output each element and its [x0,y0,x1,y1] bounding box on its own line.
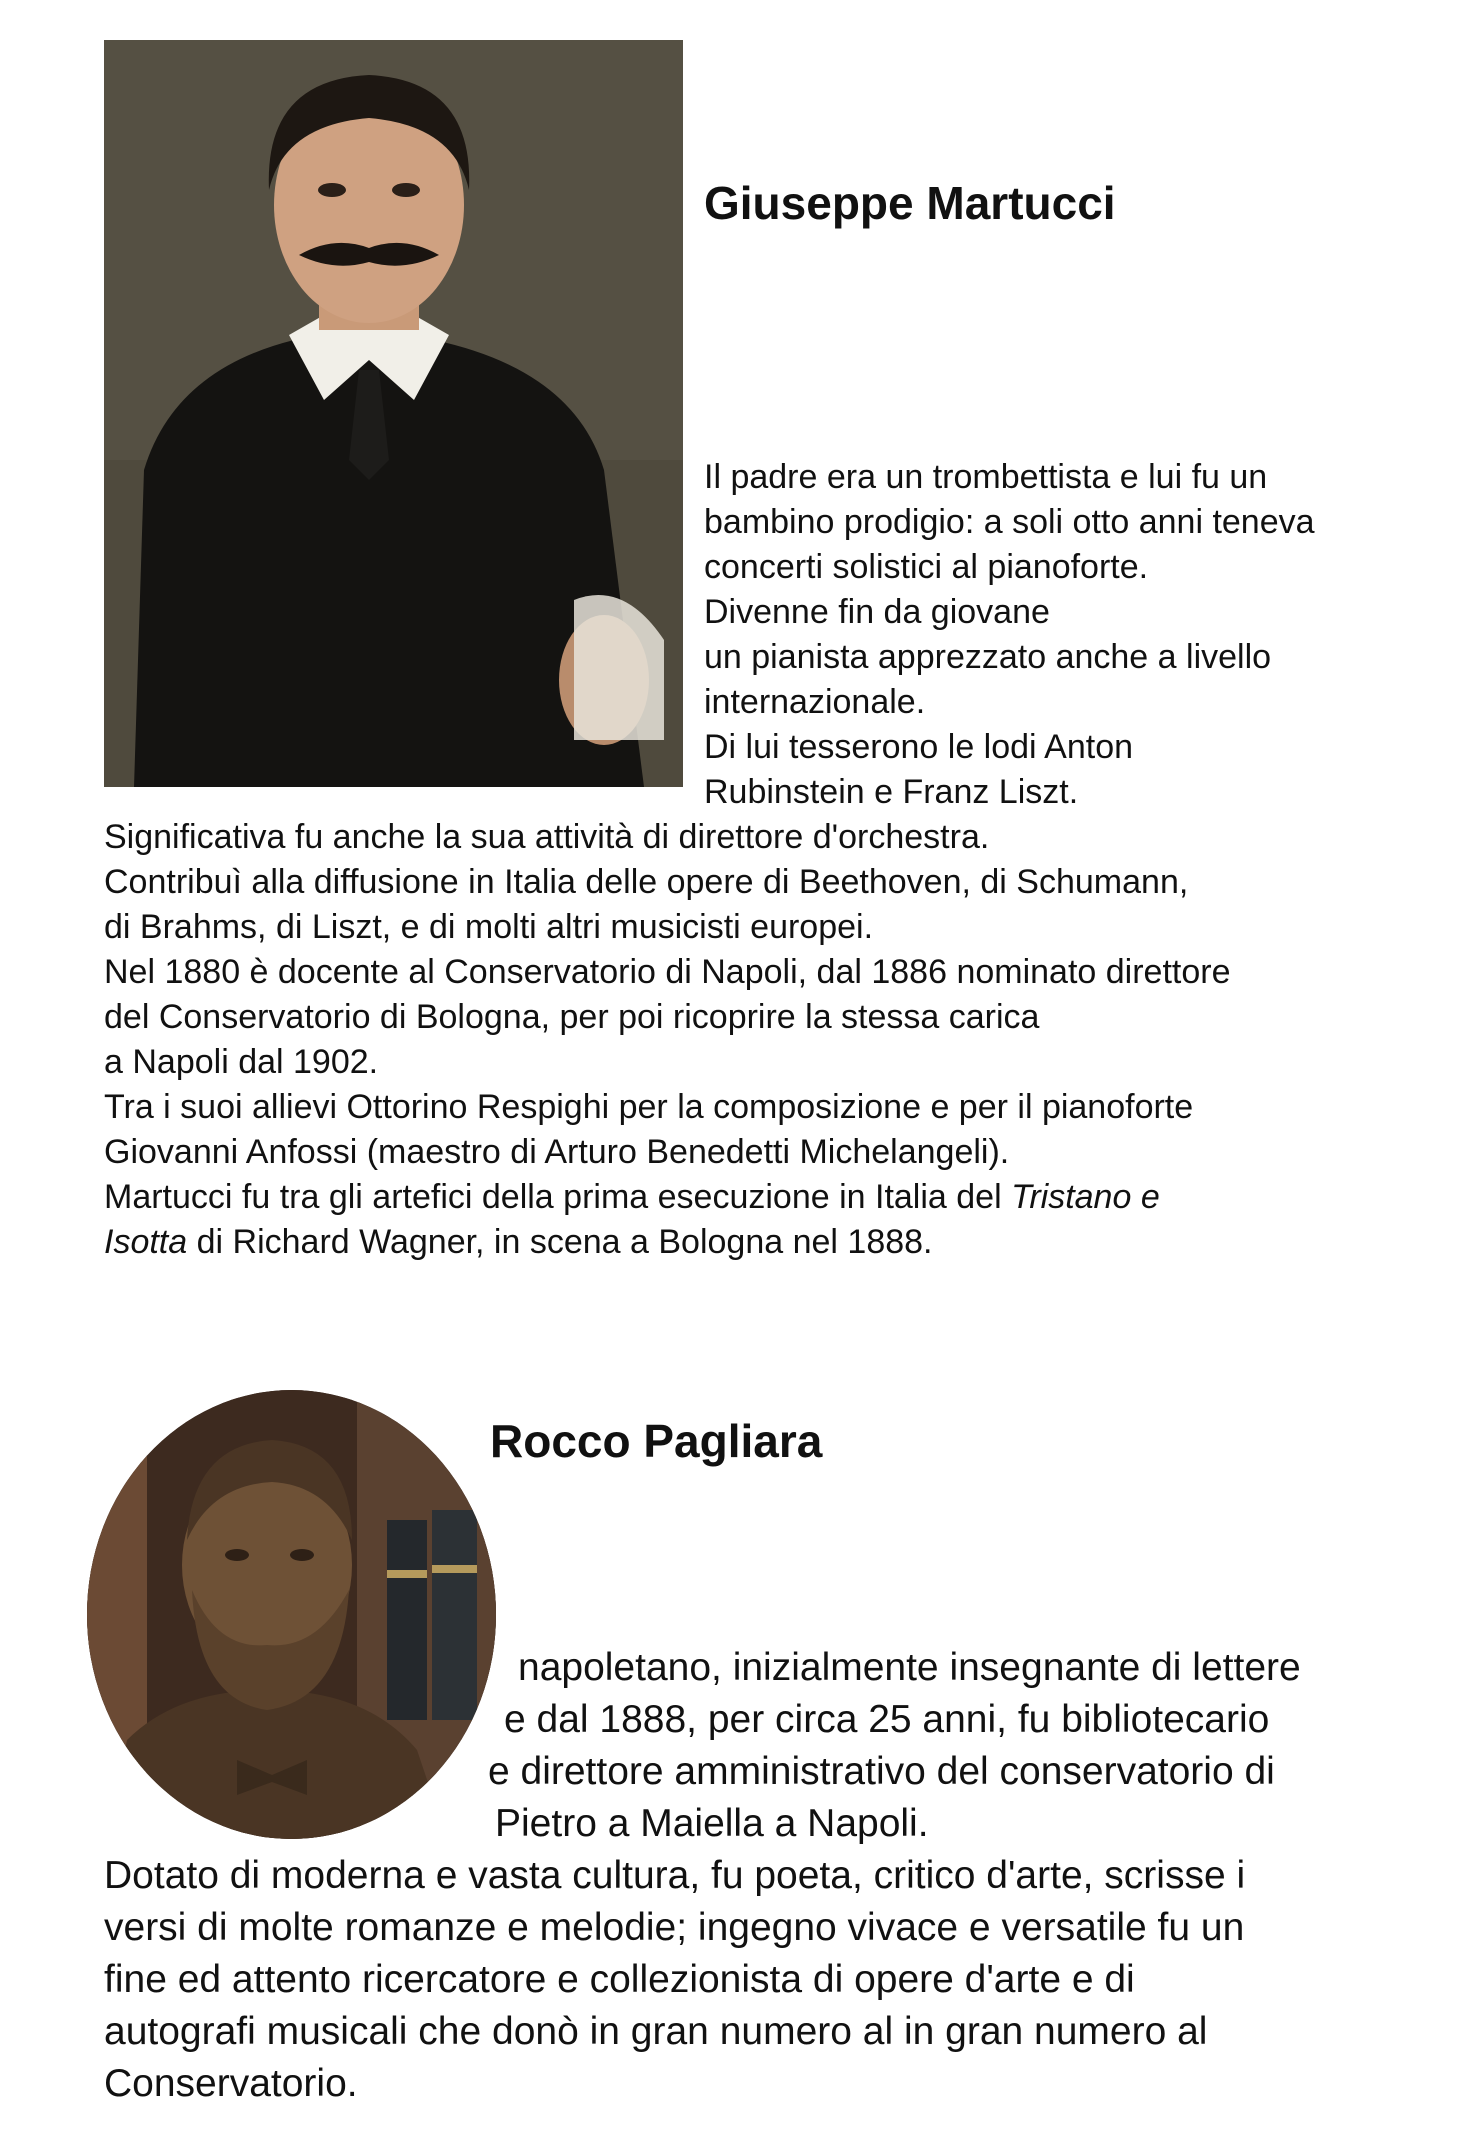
pagliara-bust-photo [87,1390,496,1839]
pagliara-body-line: autografi musicali che donò in gran numero al in gran numero al [104,2010,1208,2053]
martucci-side-line: Rubinstein e Franz Liszt. [704,773,1079,811]
martucci-body-line: Contribuì alla diffusione in Italia delle opere di Beethoven, di Schumann, [104,863,1189,901]
martucci-body-line: a Napoli dal 1902. [104,1043,379,1081]
martucci-side-line: internazionale. [704,683,926,721]
pagliara-body-line: versi di molte romanze e melodie; ingegno vivace e versatile fu un [104,1906,1245,1949]
text-segment: Martucci fu tra gli artefici della prima esecuzione in Italia del [104,1178,1012,1216]
pagliara-body-line: fine ed attento ricercatore e collezionista di opere d'arte e di [104,1958,1135,2001]
martucci-side-text [704,455,1315,815]
opera-title: Isotta [104,1223,188,1261]
martucci-body-line: del Conservatorio di Bologna, per poi ricoprire la stessa carica [104,998,1040,1036]
martucci-body-line: di Brahms, di Liszt, e di molti altri musicisti europei. [104,908,874,946]
martucci-tristano-line [104,1175,1230,1220]
martucci-side-line: Il padre era un trombettista e lui fu un [704,458,1268,496]
pagliara-side-line-4: Pietro a Maiella a Napoli. [495,1802,929,1845]
martucci-body-line: Tra i suoi allievi Ottorino Respighi per la composizione e per il pianoforte [104,1088,1194,1126]
pagliara-side-line-3: e direttore amministrativo del conservatorio di [488,1750,1275,1793]
martucci-name: Giuseppe Martucci [704,177,1116,229]
pagliara-side-line-2: e dal 1888, per circa 25 anni, fu bibliotecario [504,1698,1270,1741]
pagliara-body-text [104,1850,1245,2110]
martucci-side-line: bambino prodigio: a soli otto anni teneva [704,503,1315,541]
martucci-side-line: Di lui tesserono le lodi Anton [704,728,1134,766]
pagliara-body-line: Dotato di moderna e vasta cultura, fu poeta, critico d'arte, scrisse i [104,1854,1246,1897]
martucci-portrait [104,40,683,787]
martucci-side-line: concerti solistici al pianoforte. [704,548,1149,586]
martucci-body-line: Giovanni Anfossi (maestro di Arturo Benedetti Michelangeli). [104,1133,1010,1171]
opera-title: Tristano e [1011,1178,1160,1216]
martucci-side-line: un pianista apprezzato anche a livello [704,638,1272,676]
pagliara-body-line: Conservatorio. [104,2062,358,2105]
martucci-body-line: Significativa fu anche la sua attività di direttore d'orchestra. [104,818,990,856]
martucci-isotta-line [104,1220,1230,1265]
text-segment: di Richard Wagner, in scena a Bologna nel 1888. [187,1223,933,1261]
martucci-body-line: Nel 1880 è docente al Conservatorio di Napoli, dal 1886 nominato direttore [104,953,1231,991]
martucci-body-text [104,815,1230,1265]
pagliara-name: Rocco Pagliara [490,1415,823,1467]
martucci-side-line: Divenne fin da giovane [704,593,1050,631]
pagliara-side-line-1: napoletano, inizialmente insegnante di lettere [518,1646,1301,1689]
